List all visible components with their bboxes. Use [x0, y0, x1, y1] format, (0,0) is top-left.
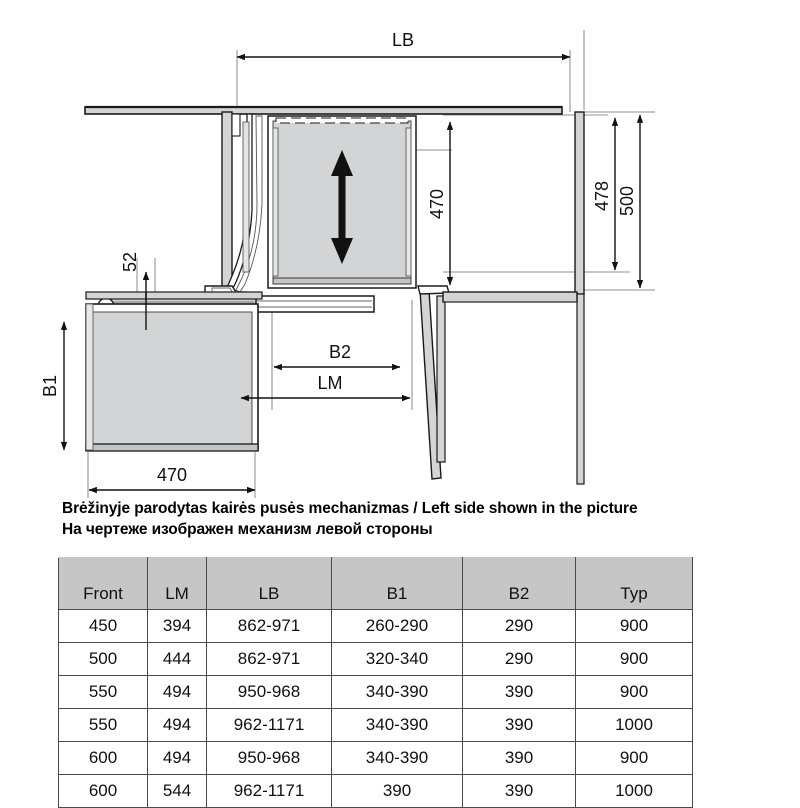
cell-front: 500	[59, 643, 148, 676]
left-cabinet-strip	[86, 292, 262, 299]
column-header-lb: LB	[207, 558, 332, 610]
dim-470-horizontal-label: 470	[156, 465, 188, 485]
cell-lb: 962-1171	[207, 775, 332, 808]
column-header-b1: B1	[332, 558, 463, 610]
cell-front: 600	[59, 775, 148, 808]
cell-lm: 494	[148, 742, 207, 775]
cell-lm: 544	[148, 775, 207, 808]
lift-arm-assembly	[222, 112, 262, 292]
cell-typ: 900	[576, 610, 693, 643]
lower-shelf-panel	[86, 296, 258, 451]
cell-lm: 494	[148, 709, 207, 742]
column-header-typ: Typ	[576, 558, 693, 610]
cell-front: 550	[59, 709, 148, 742]
caption-line-ru: На чертеже изображен механизм левой стороны	[62, 521, 433, 538]
dimension-470-horizontal	[89, 465, 255, 490]
cell-b1: 340-390	[332, 709, 463, 742]
caption-line-lt-en: Brėžinyje parodytas kairės pusės mechanizmas / Left side shown in the picture	[62, 500, 638, 517]
caption	[62, 498, 762, 540]
cabinet-top-plate	[85, 107, 562, 114]
specification-table	[58, 557, 693, 808]
dimension-lm	[241, 373, 410, 398]
dimension-470-vertical	[427, 122, 450, 285]
dim-b1-label: B1	[40, 374, 60, 398]
cell-b1: 320-340	[332, 643, 463, 676]
cell-lm: 394	[148, 610, 207, 643]
cell-b2: 390	[463, 676, 576, 709]
cell-lm: 494	[148, 676, 207, 709]
horizontal-rail	[250, 296, 374, 312]
dimension-b1	[40, 322, 64, 450]
table-row	[59, 676, 693, 709]
dim-470-vertical-label: 470	[427, 188, 447, 220]
table-row	[59, 775, 693, 808]
cell-typ: 900	[576, 676, 693, 709]
cell-b1: 340-390	[332, 742, 463, 775]
cell-lb: 950-968	[207, 742, 332, 775]
dimension-478	[592, 118, 615, 270]
cell-lb: 862-971	[207, 610, 332, 643]
column-header-lm: LM	[148, 558, 207, 610]
dimension-b2	[274, 342, 400, 367]
column-header-b2: B2	[463, 558, 576, 610]
cell-front: 550	[59, 676, 148, 709]
dim-478-label: 478	[592, 180, 612, 212]
cell-typ: 900	[576, 643, 693, 676]
cell-front: 600	[59, 742, 148, 775]
table-row	[59, 709, 693, 742]
cell-b2: 390	[463, 709, 576, 742]
dim-b2-label: B2	[328, 342, 352, 362]
cell-b2: 290	[463, 643, 576, 676]
table-header-row	[59, 558, 693, 610]
cell-typ: 1000	[576, 775, 693, 808]
dim-500-label: 500	[617, 185, 637, 217]
table-row	[59, 742, 693, 775]
cell-typ: 1000	[576, 709, 693, 742]
table-row	[59, 643, 693, 676]
dimension-lb	[237, 30, 570, 57]
cell-lb: 962-1171	[207, 709, 332, 742]
dim-52-label: 52	[120, 251, 140, 273]
cell-b1: 260-290	[332, 610, 463, 643]
cell-b1: 390	[332, 775, 463, 808]
cell-lb: 950-968	[207, 676, 332, 709]
table-row	[59, 610, 693, 643]
door-leaf	[418, 286, 577, 479]
cell-lm: 444	[148, 643, 207, 676]
cell-b2: 390	[463, 742, 576, 775]
dim-lb-label: LB	[391, 30, 415, 50]
cell-b1: 340-390	[332, 676, 463, 709]
cell-typ: 900	[576, 742, 693, 775]
cell-front: 450	[59, 610, 148, 643]
column-header-front: Front	[59, 558, 148, 610]
cell-b2: 390	[463, 775, 576, 808]
cell-lb: 862-971	[207, 643, 332, 676]
dim-lm-label: LM	[317, 373, 343, 393]
cell-b2: 290	[463, 610, 576, 643]
dimension-500	[617, 115, 640, 288]
